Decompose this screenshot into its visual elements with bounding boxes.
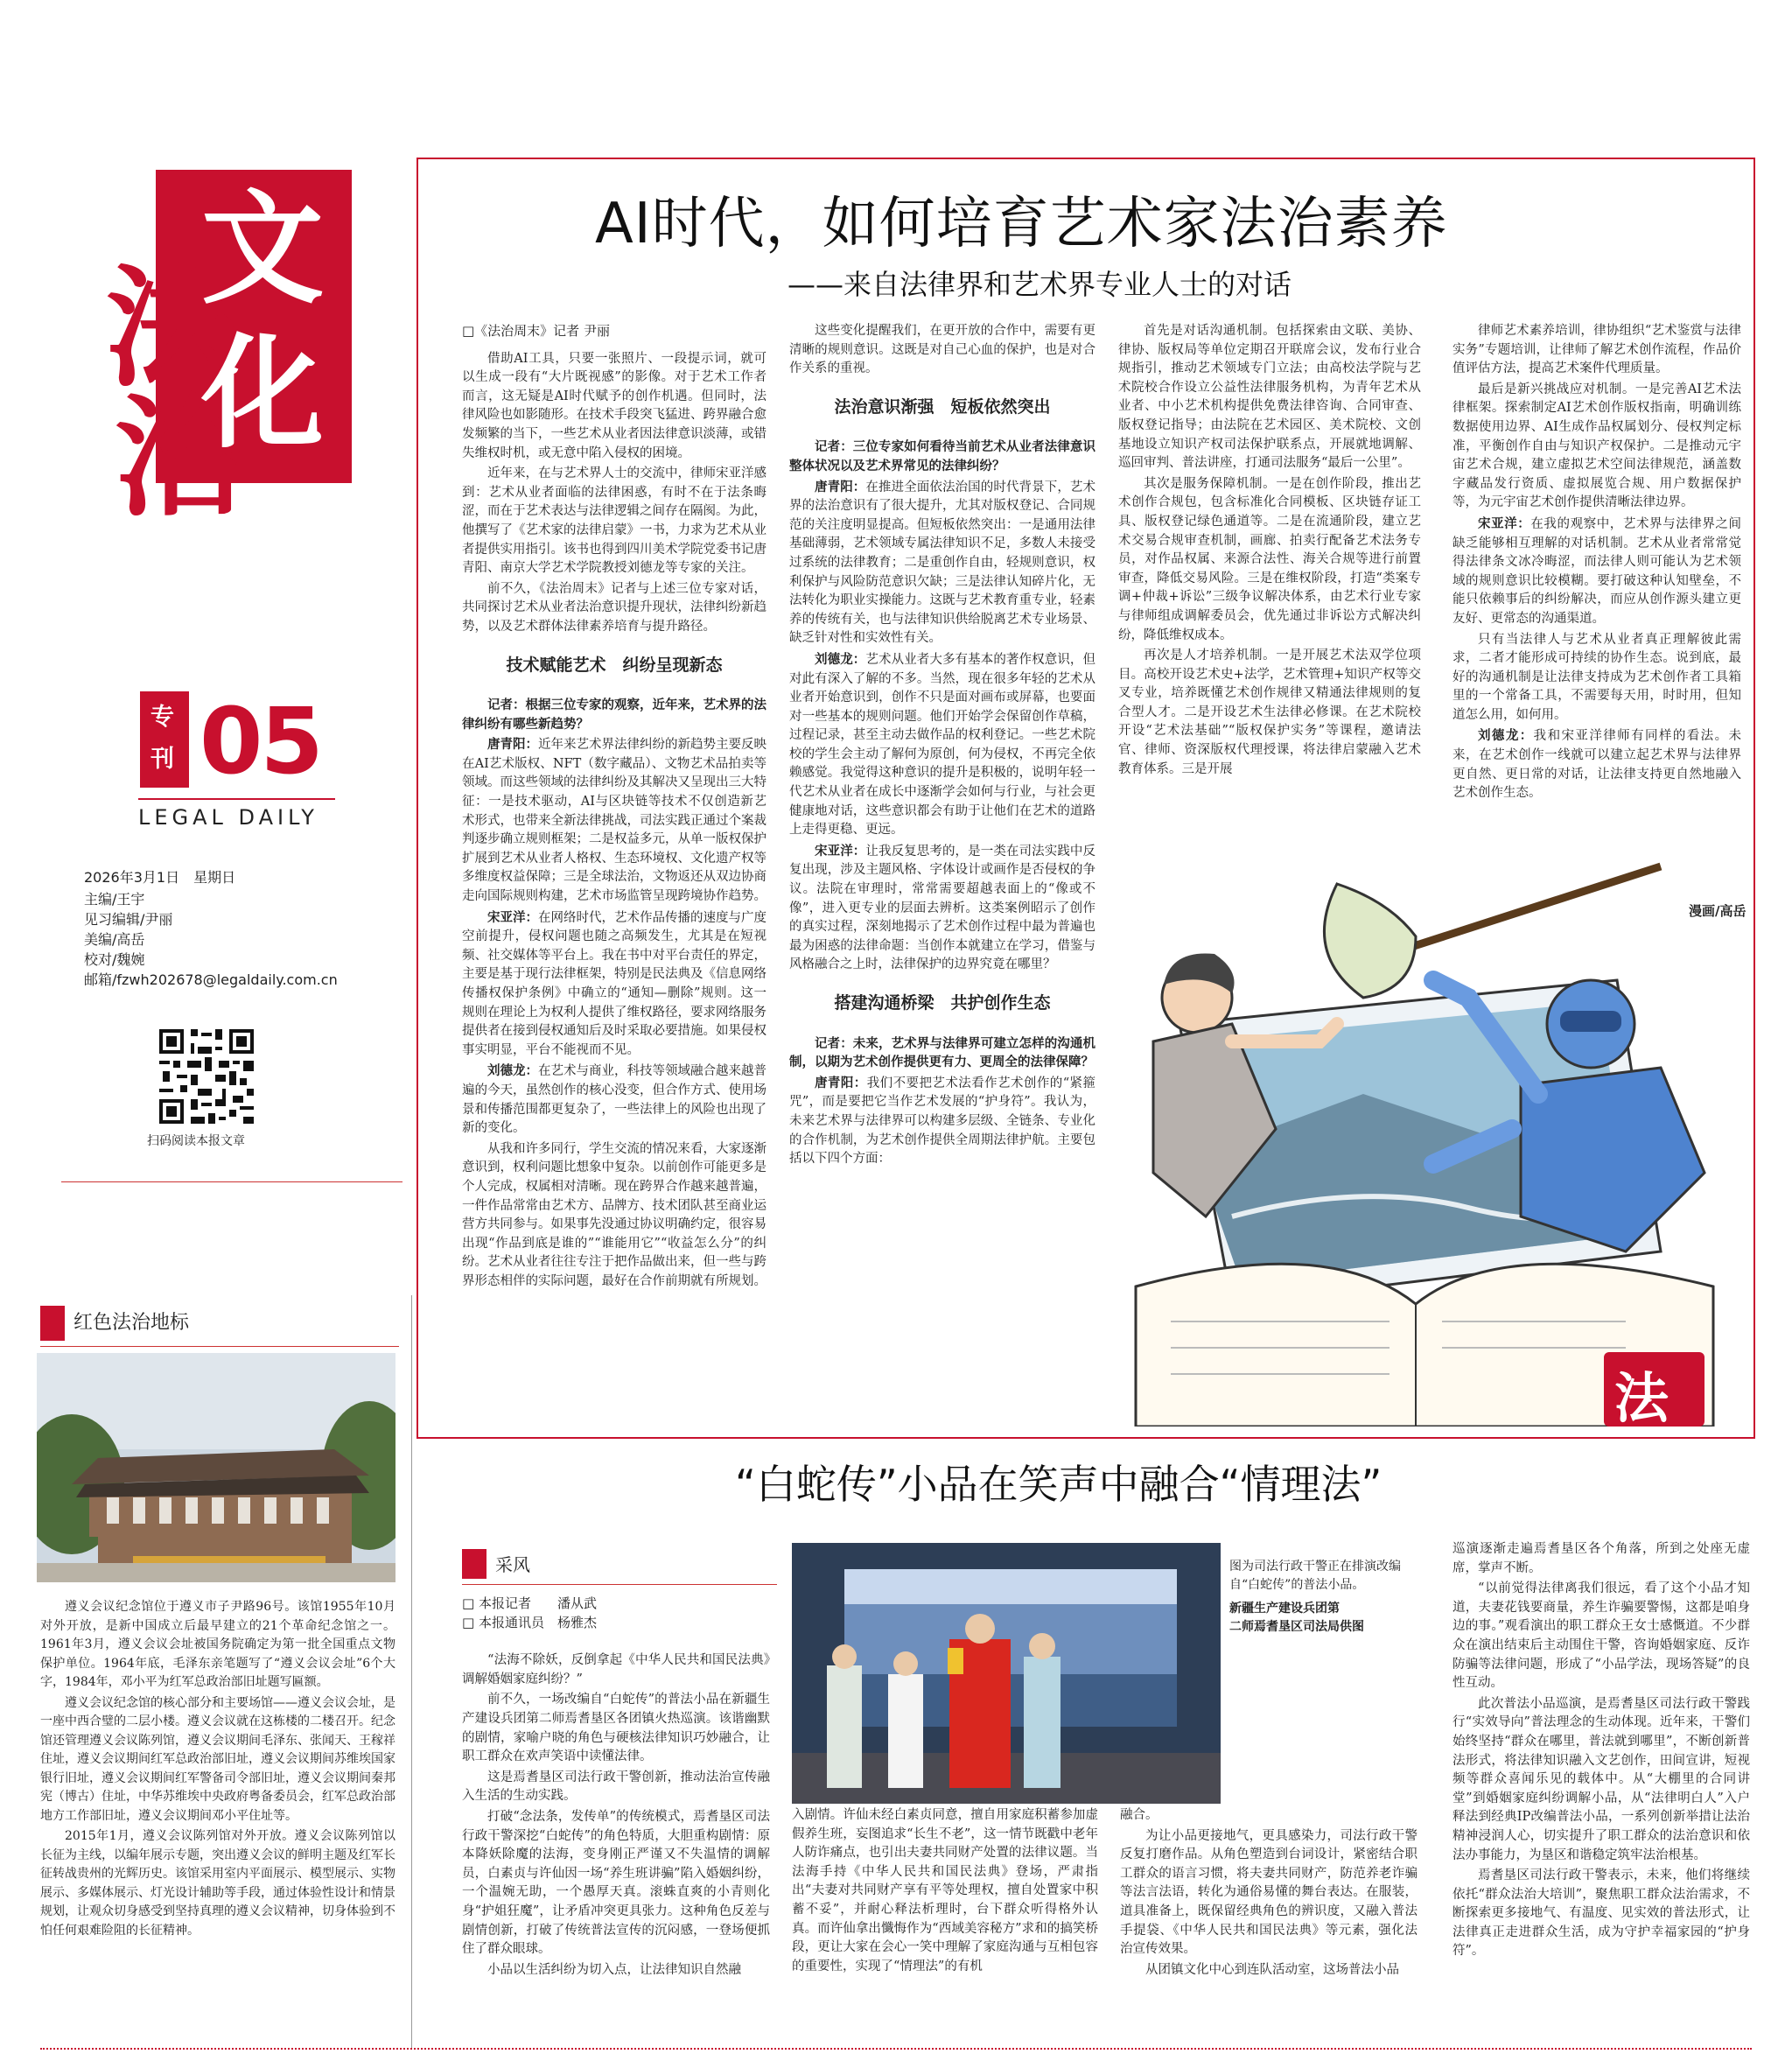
para: 从我和许多同行，学生交流的情况来看，大家逐渐意识到，权利问题比想象中复杂。以前创作可能更多是个人完成，权属相对清晰。现在跨界合作越来越普遍，一件作品常常由艺术方、品牌方、技术团队甚至商业运营方共同参与。如果事先没通过协议明确约定，很容易出现“作品到底是谁的”“谁能用它”“收益怎么分”的纠纷。艺术从业者往往专注于把作品做出来，但一些与跨界形态相伴的实际问题，最好在合作前期就有所规划。 <box>462 1141 766 1288</box>
para: 前不久，《法治周末》记者与上述三位专家对话，共同探讨艺术从业者法治意识提升现状，法律纠纷新趋势，以及艺术群体法律素养培育与提升路径。 <box>462 581 766 634</box>
para: “法海不除妖，反倒拿起《中华人民共和国民法典》调解婚姻家庭纠纷？” <box>462 1653 770 1686</box>
para: 小品以生活纠纷为切入点，让法律知识自然融 <box>487 1962 741 1977</box>
para: 前不久，一场改编自“白蛇传”的普法小品在新疆生产建设兵团第二师焉耆垦区各团镇火热巡演。该谐幽默的剧情，家喻户晓的角色与硬核法律知识巧妙融合，让职工群众在欢声笑语中读懂法律。 <box>462 1693 770 1764</box>
memorial-hall-photo <box>37 1353 396 1582</box>
photo-credit-2: 二师焉耆垦区司法局供图 <box>1229 1620 1364 1634</box>
para: 焉耆垦区司法行政干警表示，未来，他们将继续依托“群众法治大培训”，聚焦职工群众法治需求，不断探索更多接地气、有温度、见实效的普法形式，让法律真正走进群众生活，成为守护幸福家园的“护身符”。 <box>1452 1868 1750 1959</box>
main-article-subtitle: ——来自法律界和艺术界专业人士的对话 <box>788 268 1292 301</box>
sidebar-rule <box>40 1346 399 1347</box>
para: 巡演逐渐走遍焉耆垦区各个角落，所到之处座无虚席，掌声不断。 <box>1452 1542 1750 1575</box>
para: 律师艺术素养培训，律协组织“艺术鉴赏与法律实务”专题培训，让律师了解艺术创作流程，作品价值评估方法，提高艺术案件代理质量。 <box>1452 324 1741 376</box>
para: “以前觉得法律离我们很远，看了这个小品才知道，夫妻花钱要商量，养生诈骗要警惕，这都是咱身边的事。”观看演出的职工群众王女士感慨道。不少群众在演出结束后主动围住干警，咨询婚姻家庭、反诈防骗等法律问题，形成了“小品学法，现场答疑”的良性互动。 <box>1452 1581 1750 1691</box>
para: 打破“念法条，发传单”的传统模式，焉耆垦区司法行政干警深挖“白蛇传”的角色特质，大胆重构剧情：原本降妖除魔的法海，变身刚正严谨又不失温情的调解员，白素贞与许仙因一场“养生班讲骗”陷入婚姻纠纷，一个温婉无助，一个愚厚天真。滚蛛直爽的小青则化身“护姐狂魔”，让矛盾冲突更具张力。这种角色反差与剧情创新，打破了传统普法宣传的沉闷感，一登场便抓住了群众眼球。 <box>462 1809 770 1957</box>
para: 刘德龙：艺术从业者大多有基本的著作权意识，但对此有深入了解的不多。当然，现在很多年轻的艺术从业者开始意识到，创作不只是面对画布或屏幕，也要面对一些基本的规则问题。他们开始学会保留创作草稿，过程记录，甚至主动去做作品的权利登记。一些艺术院校的学生会主动了解何为原创，何为侵权，不再完全依赖感觉。我觉得这种意识的提升是积极的，说明年轻一代艺术从业者在成长中逐渐学会如何与行业，与社会更健康地对话，这些意识都会有助于让他们在艺术的道路上走得更稳、更远。 <box>789 651 1096 838</box>
sidebar-divider <box>411 1295 412 2048</box>
photo-caption <box>1229 1558 1404 1637</box>
para: 此次普法小品巡演，是焉耆垦区司法行政干警践行“实效导向”普法理念的生动体现。近年来，干警们始终坚持“群众在哪里，普法就到哪里”，不断创新普法形式，将法律知识融入文艺创作，田间宣讲，短视频等群众喜闻乐见的载体中。从“大棚里的合同讲堂”到婚姻家庭纠纷调解小品，从“法律明白人”入户释法到经典IP改编普法小品，一系列创新举措让法治精神浸润人心，切实提升了职工群众的法治意识和依法办事能力，为垦区和谐稳定筑牢法治根基。 <box>1452 1696 1750 1862</box>
para: 借助AI工具，只要一张照片、一段提示词，就可以生成一段有“大片既视感”的影像。对于艺术工作者而言，这无疑是AI时代赋予的创作机遇。但同时，法律风险也如影随形。在技术手段突飞猛进、跨界融合愈发频繁的当下，一些艺术从业者因法律意识淡薄，或错失维权时机，或无意中陷入侵权的困境。 <box>462 351 766 460</box>
para: 刘德龙：我和宋亚洋律师有同样的看法。未来，在艺术创作一线就可以建立起艺术界与法律界更自然、更日常的对话，让法律支持更自然地融入艺术创作生态。 <box>1452 728 1741 801</box>
para: 只有当法律人与艺术从业者真正理解彼此需求，二者才能形成可持续的协作生态。说到底，最好的沟通机制是让法律支持成为艺术创作者工具箱里的一个常备工具，不需要每天用，时时用，但知道怎么用，如何用。 <box>1452 632 1741 722</box>
para: 遵义会议纪念馆的核心部分和主要场馆——遵义会议会址，是一座中西合璧的二层小楼。遵义会议就在这栋楼的二楼召开。纪念馆还管理遵义会议陈列馆，遵义会议期间毛泽东、张闻天、王稼祥住址，遵义会议期间红军总政治部旧址，遵义会议期间苏维埃国家银行旧址，遵义会议期间红军警备司令部旧址，遵义会议期间秦邦宪（博古）住址，中华苏维埃中央政府粤备委员会，红军总政治部地方工作部旧址，遵义会议期间邓小平住址等。 <box>40 1695 396 1823</box>
para: 其次是服务保障机制。一是在创作阶段，推出艺术创作合规包，包含标准化合同模板、区块链存证工具、版权登记绿色通道等。二是在流通阶段，建立艺术交易合规审查机制，画廊、拍卖行配备艺术法务专员，对作品权属、来源合法性、海关合规等进行前置审查，降低交易风险。三是在维权阶段，打造“类案专调+仲裁+诉讼”三级争议解决体系，由艺术行业专家与律师组成调解委员会，优先通过非诉讼方式解决纠纷，降低维权成本。 <box>1118 476 1421 642</box>
para: 刘德龙：在艺术与商业，科技等领域融合越来越普遍的今天，虽然创作的核心没变，但合作方式、使用场景和传播范围都更复杂了，一些法律上的风险也出现了新的变化。 <box>462 1063 766 1136</box>
paper-name-en: LEGAL DAILY <box>138 805 318 830</box>
main-article-title: AI时代，如何培育艺术家法治素养 <box>595 192 1448 256</box>
para: 遵义会议纪念馆位于遵义市子尹路96号。该馆1955年10月对外开放，是新中国成立后最早建立的21个革命纪念馆之一。1961年3月，遵义会议会址被国务院确定为第一批全国重点文物保护单位。1964年底，毛泽东亲笔题写了“遵义会议会址”6个大字，1984年，邓小平为红军总政治部旧址题写匾额。 <box>40 1600 396 1689</box>
masthead-char-wen: 文 <box>201 178 325 321</box>
para: 唐青阳：近年来艺术界法律纠纷的新趋势主要反映在AI艺术版权、NFT（数字藏品）、文物艺术品拍卖等领域。而这些领域的法律纠纷及其解决又呈现出三大特征：一是技术驱动，AI与区块链等技术不仅创造新艺术形式，也带来全新法律挑战，司法实践正通过个案裁判逐步确立规则框架；二是权益多元，从单一版权保护扩展到艺术从业者人格权、生态环境权、文化遗产权等多维度权益保障；三是全球法治，文物返还从双边协商走向国际规则构建，艺术市场监管呈现跨境协作趋势。 <box>462 737 766 904</box>
para: 这是焉耆垦区司法行政干警创新，推动法治宣传融入生活的生动实践。 <box>462 1770 770 1804</box>
feature-rule <box>462 1584 777 1585</box>
subhead-tech: 技术赋能艺术 纠纷呈现新态 <box>506 655 723 675</box>
para: 融合。 <box>1120 1808 1158 1822</box>
feature-col-3 <box>1120 1806 1418 2043</box>
subhead-bridge: 搭建沟通桥梁 共护创作生态 <box>834 993 1051 1013</box>
qr-caption: 扫码阅读本报文章 <box>147 1134 245 1148</box>
feature-section-label: 采风 <box>495 1554 530 1575</box>
reporter-question: 记者：三位专家如何看待当前艺术从业者法律意识整体状况以及艺术界常见的法律纠纷？ <box>789 439 1096 473</box>
skit-photo <box>792 1543 1221 1804</box>
date-line: 2026年3月1日 星期日 <box>84 869 236 886</box>
photo-credit-1: 新疆生产建设兵团第 <box>1229 1602 1340 1616</box>
subhead-awareness: 法治意识渐强 短板依然突出 <box>834 396 1051 417</box>
sidebar-section-label: 红色法治地标 <box>74 1312 190 1334</box>
credit-email[interactable]: 邮箱/fzwh202678@legaldaily.com.cn <box>84 971 338 988</box>
feature-byline-reporter: □ 本报记者 潘从武 <box>462 1595 597 1611</box>
para: 最后是新兴挑战应对机制。一是完善AI艺术法律框架。探索制定AI艺术创作版权指南，明确训练数据使用边界、AI生成作品权属划分、侵权判定标准，平衡创作自由与知识产权保护。二是推动元宇宙艺术合规，建立虚拟艺术空间法律规范，涵盖数字藏品发行资质、虚拟展览合规、用户数据保护等，为元宇宙艺术创作提供清晰法律边界。 <box>1452 382 1741 510</box>
main-byline: □《法治周末》记者 尹丽 <box>462 323 610 339</box>
feature-title: “白蛇传”小品在笑声中融合“情理法” <box>735 1461 1382 1508</box>
paper-name-rule <box>138 798 335 800</box>
special-label: 专刊 <box>150 704 174 773</box>
qr-code-icon[interactable] <box>156 1026 257 1127</box>
feature-col-2 <box>792 1806 1098 2043</box>
feature-col-1 <box>462 1595 770 2041</box>
section-tag-icon <box>40 1306 65 1341</box>
masthead-char-zhi: 治 <box>114 381 246 535</box>
mast-rule-top <box>61 1181 402 1182</box>
para: 近年来，在与艺术界人士的交流中，律师宋亚洋感到：艺术从业者面临的法律困惑，有时不在于法条晦涩，而在于艺术表达与法律逻辑之间存在隔阂。为此，他撰写了《艺术家的法律启蒙》一书，力求为艺术从业者提供实用指引。该书也得到四川美术学院党委书记唐青阳、南京大学艺术学院教授刘德龙等专家的关注。 <box>462 466 766 576</box>
credits <box>84 889 338 990</box>
main-col-2 <box>789 322 1096 1429</box>
reporter-question: 记者：未来，艺术界与法律界可建立怎样的沟通机制，以期为艺术创作提供更有力、更周全的法律保障？ <box>789 1035 1096 1070</box>
para: 再次是人才培养机制。一是开展艺术法双学位项目。高校开设艺术史+法学，艺术管理+知识产权等交叉专业，培养既懂艺术创作规律又精通法律规则的复合型人才。二是开设艺术生法律必修课。在艺术院校开设“艺术法基础”“版权保护实务”等课程，邀请法官、律师、资深版权代理授课，将法律启蒙融入艺术教育体系。三是开展 <box>1118 648 1421 776</box>
page-bottom-rule <box>40 2048 1752 2050</box>
para: 为让小品更接地气，更具感染力，司法行政干警反复打磨作品。从角色塑造到台词设计，紧密结合职工群众的语言习惯，将夫妻共同财产，防范养老诈骗等法言法语，转化为通俗易懂的舞台表达。在服装，道具准备上，既保留经典角色的辨识度，又融入普法手提袋、《中华人民共和国民法典》等元素，强化法治宣传效果。 <box>1120 1828 1418 1957</box>
para: 宋亚洋：让我反复思考的，是一类在司法实践中反复出现，涉及主题风格、字体设计或画作是否侵权的争议。法院在审理时，常常需要超越表面上的“像或不像”，进入更专业的层面去辨析。这类案例昭示了创作的真实过程，深刻地揭示了艺术创作过程中最为普遍也最为困惑的法律命题：当创作本就建立在学习，借鉴与风格融合之上时，法律保护的边界究竟在哪里？ <box>789 843 1096 972</box>
feature-byline-correspondent: □ 本报通讯员 杨雅杰 <box>462 1614 597 1630</box>
para: 唐青阳：在推进全面依法治国的时代背景下，艺术界的法治意识有了很大提升，尤其对版权登记、合同规范的关注度明显提高。但短板依然突出：一是通用法律基础薄弱，艺术领域专属法律知识不足，多数人未接受过系统的法律教育；二是重创作自由，轻规则意识，权利保护与风险防范意识欠缺；三是法律认知碎片化，无法转化为职业实操能力。这既与艺术教育重专业，轻素养的传统有关，也与法律知识供给脱离艺术专业场景、缺乏针对性和实效性有关。 <box>789 479 1096 646</box>
reporter-question: 记者：根据三位专家的观察，近年来，艺术界的法律纠纷有哪些新趋势？ <box>462 698 766 732</box>
masthead-char-fa: 法 <box>105 251 237 405</box>
sidebar-text <box>40 1598 396 2044</box>
credit-proofreader: 校对/魏婉 <box>84 951 145 968</box>
section-tag-icon <box>462 1549 486 1579</box>
main-col-1 <box>462 322 766 1429</box>
masthead-char-hua: 化 <box>201 322 325 466</box>
para: 2015年1月，遵义会议陈列馆对外开放。遵义会议陈列馆以长征为主线，以编年展示专题，突出遵义会议的鲜明主题及红军长征转战贵州的光辉历史。该馆采用室内平面展示、模型展示、实物展示、多媒体展示、灯光设计辅助等手段，通过体验性设计和情景规划，让观众切身感受到坚持真理的遵义会议精神，切身体验到不怕任何艰难险阻的长征精神。 <box>40 1829 396 1938</box>
para: 从团镇文化中心到连队活动室，这场普法小品 <box>1145 1962 1399 1977</box>
para: 宋亚洋：在网络时代，艺术作品传播的速度与广度空前提升，侵权问题也随之高频发生，尤其是在短视频、社交媒体等平台上。我在书中对平台责任的界定，主要是基于现行法律框架，特别是民法典及《信息网络传播权保护条例》中确立的“通知—删除”规则。这一规则在理论上为权利人提供了维权路径，要求网络服务提供者在接到侵权通知后及时采取必要措施。如果侵权事实明显，平台不能视而不见。 <box>462 909 766 1057</box>
credit-designer: 美编/高岳 <box>84 931 145 948</box>
credit-editor: 见习编辑/尹丽 <box>84 911 173 928</box>
feature-col-4 <box>1452 1540 1750 2043</box>
cartoon-book-char: 法 <box>1614 1366 1670 1430</box>
cartoon-illustration <box>1101 761 1731 1427</box>
para: 首先是对话沟通机制。包括探索由文联、美协、律协、版权局等单位定期召开联席会议，发布行业合规指引，推动艺术领域专门立法；由高校法学院与艺术院校合作设立公益性法律服务机构，为青年艺术从业者、中小艺术机构提供免费法律咨询、合同审查、版权登记指导；由法院在艺术园区、美术院校、文创基地设立知识产权司法保护联系点，开展就地调解、巡回审判、普法讲座，打通司法服务“最后一公里”。 <box>1118 324 1421 471</box>
para: 唐青阳：我们不要把艺术法看作艺术创作的“紧箍咒”，而是要把它当作艺术发展的“护身符”。我认为，未来艺术界与法律界可以构建多层级、全链条、专业化的合作机制，为艺术创作提供全周期法律护航。主要包括以下四个方面： <box>789 1075 1096 1167</box>
credit-chief-editor: 主编/王宇 <box>84 891 145 908</box>
para: 这些变化提醒我们，在更开放的合作中，需要有更清晰的规则意识。这既是对自己心血的保护，也是对合作关系的重视。 <box>789 324 1096 376</box>
para: 宋亚洋：在我的观察中，艺术界与法律界之间缺乏能够相互理解的对话机制。艺术从业者常常觉得法律条文冰冷晦涩，而法律人则可能认为艺术领域的规则意识比较模糊。要打破这种认知壁垒，不能只依赖事后的纠纷解决，而应从创作源头建立更友好、更常态的沟通渠道。 <box>1452 515 1741 626</box>
photo-caption-text: 图为司法行政干警正在排演改编自“白蛇传”的普法小品。 <box>1229 1560 1401 1592</box>
cartoon-credit: 漫画/高岳 <box>1689 903 1746 919</box>
para: 入剧情。许仙未经白素贞同意，擅自用家庭积蓄参加虚假养生班，妄图追求“长生不老”，这一情节既戳中老年人防诈痛点，也引出夫妻共同财产处置的法律议题。当法海手持《中华人民共和国民法典》登场，严肃指出“夫妻对共同财产享有平等处理权，擅自处置家中积蓄不妥”，并耐心释法析理时，台下群众听得格外认真。而许仙拿出懺悔作为“西域美容秘方”求和的搞笑桥段，更让大家在会心一笑中理解了家庭沟通与互相包容的重要性，实现了“情理法”的有机 <box>792 1808 1098 1973</box>
page-number: 05 <box>200 688 321 795</box>
